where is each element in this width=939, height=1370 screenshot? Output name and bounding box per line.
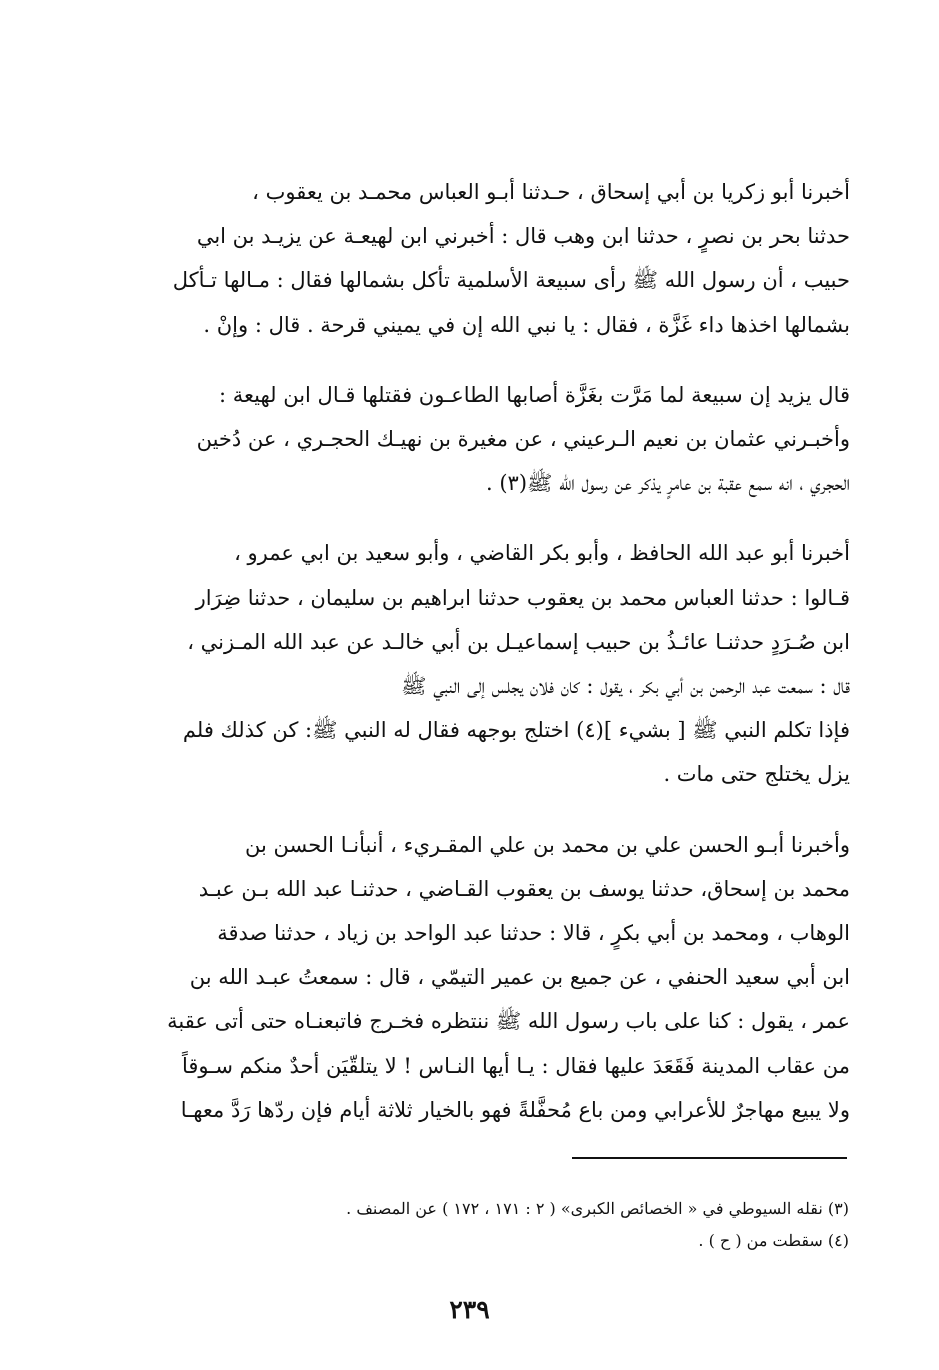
text-line: يزل يختلج حتى مات . xyxy=(663,762,850,787)
paragraph-1 xyxy=(128,170,850,347)
text-line: قال يزيد إن سبيعة لما مَرَّت بغَزَّة أصابها الطاعـون فقتلها قـال ابن لهيعة : xyxy=(218,382,850,407)
text-line: وأخبرنا أبـو الحسن علي بن محمد بن علي المقـريء ، أنبأنـا الحسن بن xyxy=(245,832,850,857)
main-text xyxy=(128,170,850,1132)
text-line: أخبرنا أبو زكريا بن أبي إسحاق ، حـدثنا أبـو العباس محمـد بن يعقوب ، xyxy=(252,180,850,204)
page-number: ٢٣٩ xyxy=(449,1295,490,1324)
paragraph-3 xyxy=(128,531,850,796)
text-line: حبيب ، أن رسول الله ﷺ رأى سبيعة الأسلمية تأكل بشمالها فقال : مـالها تـأكل xyxy=(172,268,850,293)
text-line: قال : سمعت عبد الرحمن بن أبي بكر ، يقول : كان فلان يجلس إلى النبي ﷺ xyxy=(401,674,850,699)
text-line: ولا يبيع مهاجرٌ للأعرابي ومن باع مُحفَّلةً فهو بالخيار ثلاثة أيام فإن ردّها رَدَّ معهـا xyxy=(180,1097,850,1122)
text-line: ابن أبي سعيد الحنفي ، عن جميع بن عمير التيمّي ، قال : سمعتُ عبـد الله بن xyxy=(189,965,850,990)
text-line: الوهاب ، ومحمد بن أبي بكرٍ ، قالا : حدثنا عبد الواحد بن زياد ، حدثنا صدقة xyxy=(217,921,850,946)
text-line: من عقاب المدينة فَقَعَدَ عليها فقال : يـا أيها النـاس ! لا يتلقّيَن أحدٌ منكم سـوقاً xyxy=(181,1053,850,1078)
text-line: محمد بن إسحاق، حدثنا يوسف بن يعقوب القـاضي ، حدثنـا عبد الله بـن عبـد xyxy=(198,876,850,901)
text-line: حدثنا بحر بن نصرٍ ، حدثنا ابن وهب قال : أخبرني ابن لهيعـة عن يزيـد بن ابي xyxy=(196,224,850,249)
text-line: وأخبـرني عثمان بن نعيم الـرعيني ، عن مغيرة بن نهيـك الحجـري ، عن دُخين xyxy=(196,427,850,452)
footnote-separator xyxy=(572,1157,847,1159)
footnote-3: (٣) نقله السيوطي في « الخصائص الكبرى» ( ٢ : ١٧١ ، ١٧٢ ) عن المصنف . xyxy=(346,1199,849,1218)
text-line: بشمالها اخذها داء غَزَّة ، فقال : يا نبي الله إن في يميني قرحة . قال : وإنْ . xyxy=(203,312,850,337)
footnote-4: (٤) سقطت من ( ح ) . xyxy=(698,1231,849,1250)
text-line: ابن صُـرَدٍ حدثنـا عائـذُ بن حبيب إسماعيـل بن أبي خالـد عن عبد الله المـزني ، xyxy=(187,629,850,654)
text-line: أخبرنا أبو عبد الله الحافظ ، وأبو بكر القاضي ، وأبو سعيد بن ابي عمرو ، xyxy=(234,541,850,566)
text-line: قـالوا : حدثنا العباس محمد بن يعقوب حدثنا ابراهيم بن سليمان ، حدثنا ضِرَار xyxy=(195,585,850,610)
footnotes xyxy=(260,1193,849,1257)
paragraph-2 xyxy=(128,373,850,506)
text-line: فإذا تكلم النبي ﷺ [ بشيء ](٤) اختلج بوجهه فقال له النبي ﷺ: كن كذلك فلم xyxy=(182,718,850,743)
text-line: الحجري ، انه سمع عقبة بن عامرٍ يذكر عن رسول الله ﷺ(٣) . xyxy=(486,471,850,496)
text-line: عمر ، يقول : كنا على باب رسول الله ﷺ ننتظره فخـرج فاتبعنـاه حتى أتى عقبة xyxy=(167,1009,850,1034)
paragraph-4 xyxy=(128,823,850,1132)
